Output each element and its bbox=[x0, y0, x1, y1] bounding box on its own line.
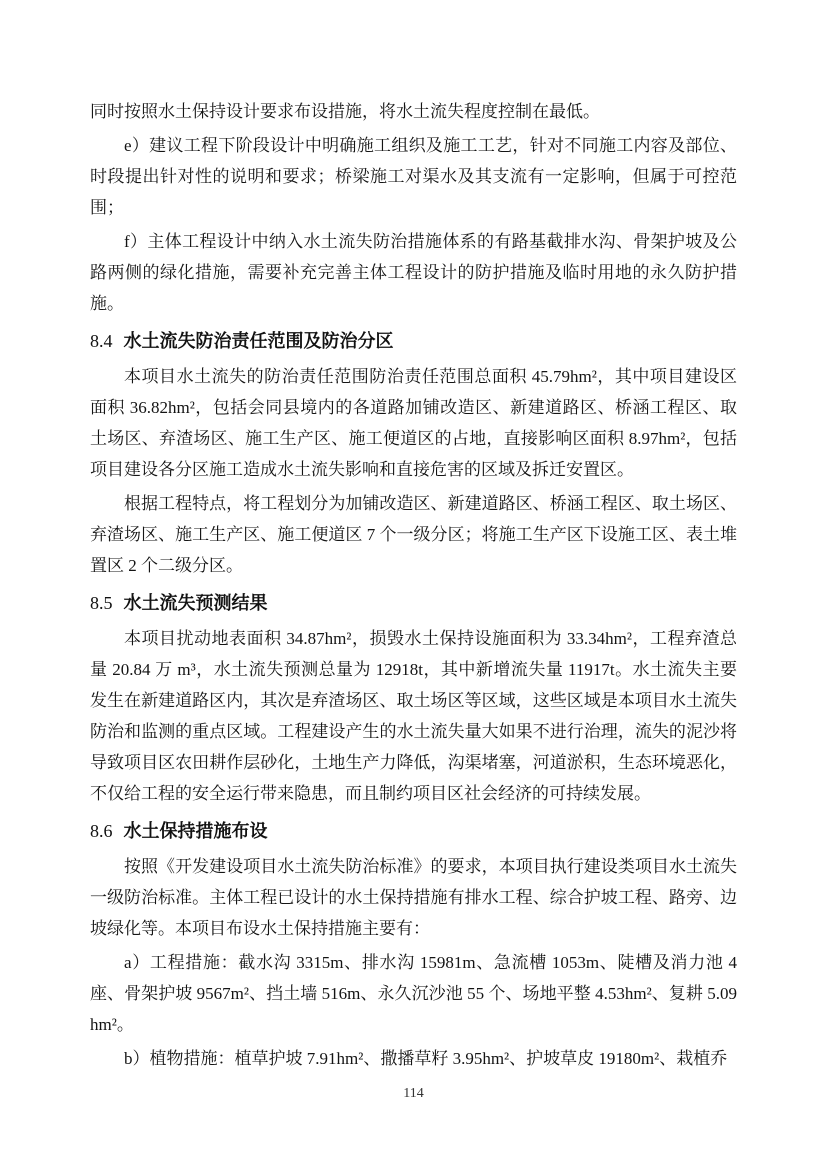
section-title: 水土流失防治责任范围及防治分区 bbox=[123, 331, 394, 351]
section-title: 水土流失预测结果 bbox=[123, 593, 268, 613]
section-heading-8-6 bbox=[90, 816, 737, 847]
paragraph-8-6-intro: 按照《开发建设项目水土流失防治标准》的要求，本项目执行建设类项目水土流失一级防治标准。主体工程已设计的水土保持措施有排水工程、综合护坡工程、路旁、边坡绿化等。本项目布设水土保持措施主要有： bbox=[90, 857, 737, 938]
paragraph-item-f: f）主体工程设计中纳入水土流失防治措施体系的有路基截排水沟、骨架护坡及公路两侧的绿化措施，需要补充完善主体工程设计的防护措施及临时用地的永久防护措施。 bbox=[90, 232, 737, 313]
page-footer bbox=[0, 1086, 827, 1102]
section-title: 水土保持措施布设 bbox=[123, 821, 268, 841]
page-number: 114 bbox=[403, 1086, 424, 1101]
paragraph-8-5-prediction: 本项目扰动地表面积 34.87hm²，损毁水土保持设施面积为 33.34hm²，工程弃渣总量 20.84 万 m³，水土流失预测总量为 12918t，其中新增流失量 11917t。水土流失主要发生在新建道路区内，其次是弃渣场区、取土场区等区域，这些区域是本项目水土流失防治和监测的重点区域。工程建设产生的水土流失量大如果不进行治理，流失的泥沙将导致项目区农田耕作层砂化，土地生产力降低，沟渠堵塞，河道淤积，生态环境恶化，不仅给工程的安全运行带来隐患，而且制约项目区社会经济的可持续发展。 bbox=[90, 629, 737, 803]
section-number: 8.4 bbox=[90, 331, 113, 351]
paragraph-8-6-plant: b）植物措施：植草护坡 7.91hm²、撒播草籽 3.95hm²、护坡草皮 19180m²、栽植乔 bbox=[124, 1049, 728, 1068]
section-number: 8.6 bbox=[90, 821, 113, 841]
section-heading-8-4 bbox=[90, 326, 737, 357]
section-number: 8.5 bbox=[90, 593, 113, 613]
paragraph-continuation: 同时按照水土保持设计要求布设措施，将水土流失程度控制在最低。 bbox=[90, 102, 600, 121]
paragraph-8-4-zones: 根据工程特点，将工程划分为加铺改造区、新建道路区、桥涵工程区、取土场区、弃渣场区、施工生产区、施工便道区 7 个一级分区；将施工生产区下设施工区、表土堆置区 2 个二级分区。 bbox=[90, 494, 737, 575]
section-heading-8-5 bbox=[90, 588, 737, 619]
document-body bbox=[90, 96, 737, 1074]
paragraph-8-4-scope: 本项目水土流失的防治责任范围防治责任范围总面积 45.79hm²，其中项目建设区面积 36.82hm²，包括会同县境内的各道路加铺改造区、新建道路区、桥涵工程区、取土场区、弃渣场区、施工生产区、施工便道区的占地，直接影响区面积 8.97hm²，包括项目建设各分区施工造成水土流失影响和直接危害的区域及拆迁安置区。 bbox=[90, 367, 737, 479]
paragraph-item-e: e）建议工程下阶段设计中明确施工组织及施工工艺，针对不同施工内容及部位、时段提出针对性的说明和要求；桥梁施工对渠水及其支流有一定影响，但属于可控范围； bbox=[90, 136, 737, 217]
paragraph-8-6-engineering: a）工程措施：截水沟 3315m、排水沟 15981m、急流槽 1053m、陡槽及消力池 4 座、骨架护坡 9567m²、挡土墙 516m、永久沉沙池 55 个、场地平整 4.53hm²、复耕 5.09hm²。 bbox=[90, 953, 737, 1034]
